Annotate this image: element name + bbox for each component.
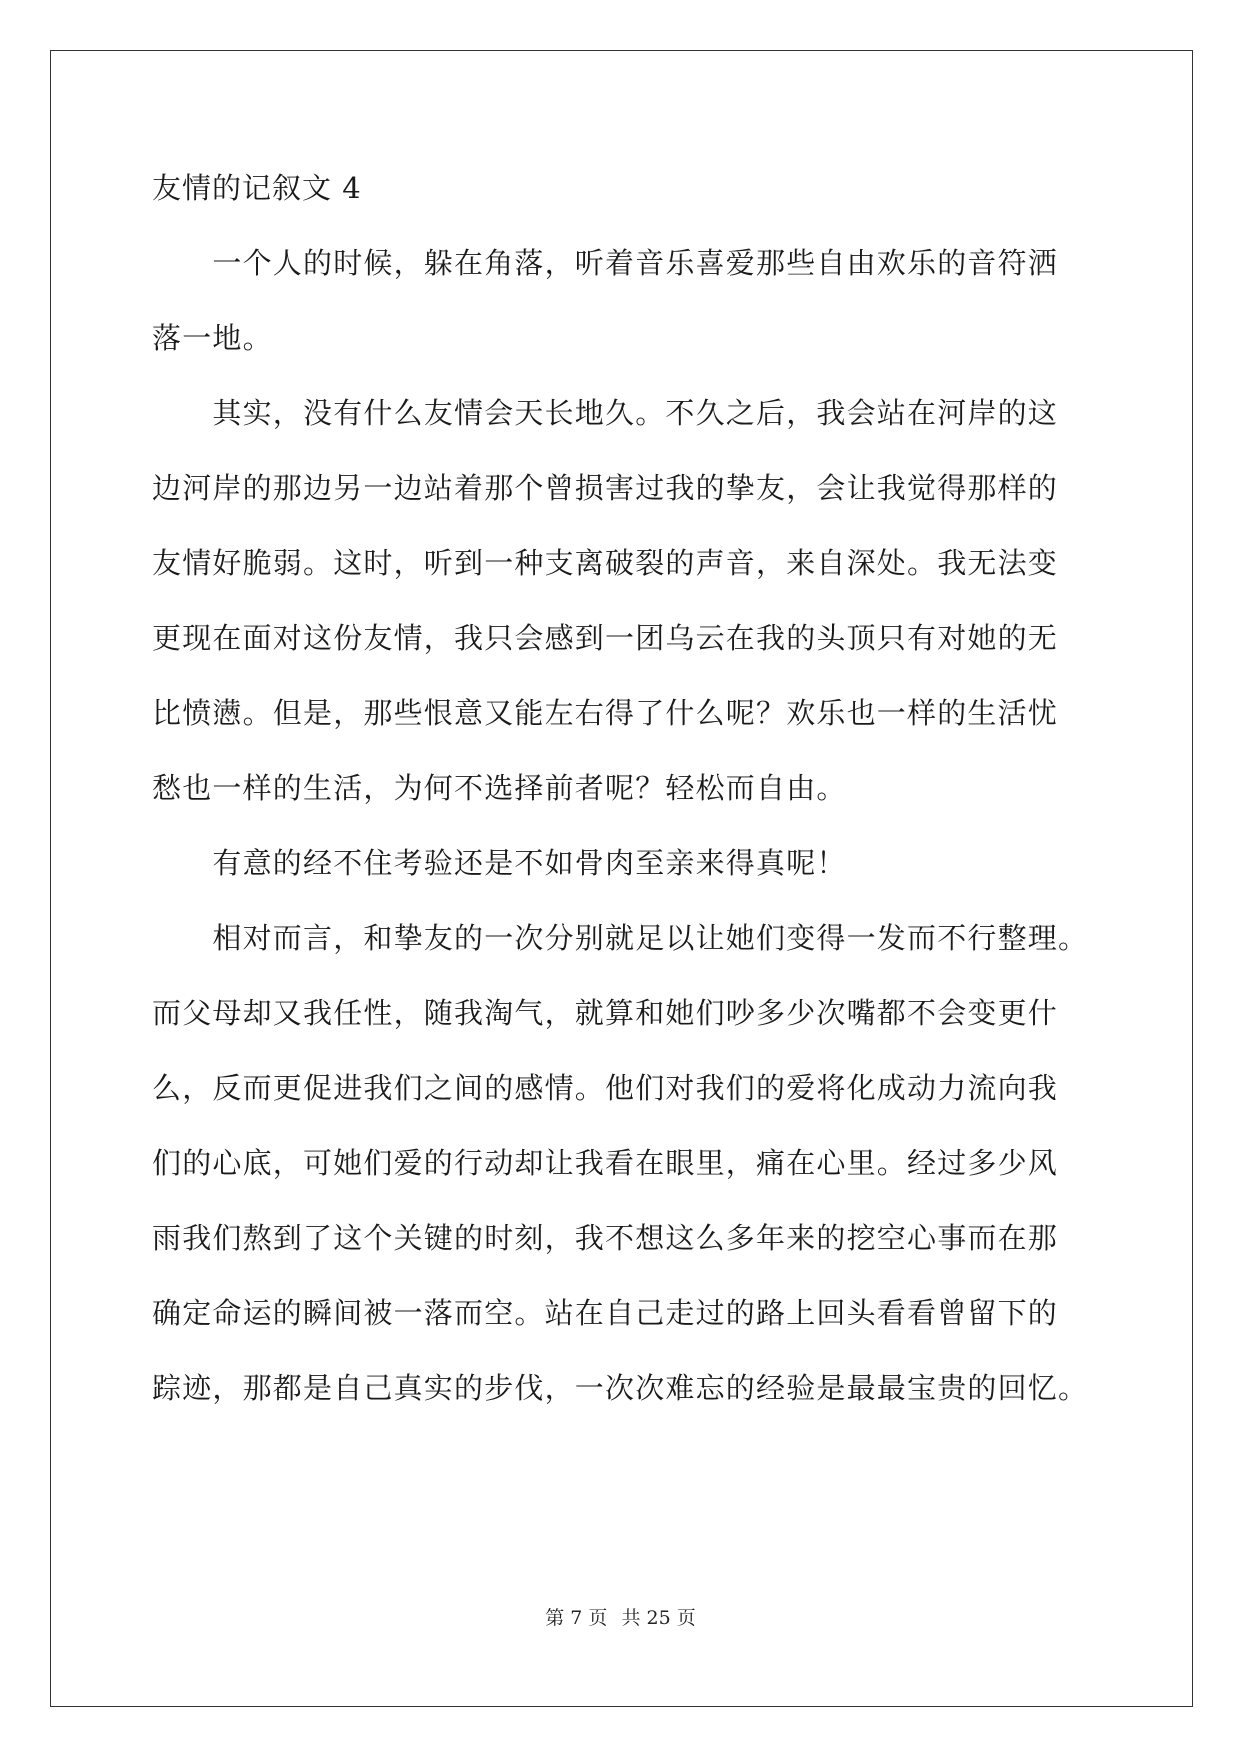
- page-total: 共 25 页: [621, 1607, 696, 1629]
- page-number: 第 7 页: [545, 1607, 608, 1629]
- text-line: 比愤懑。但是，那些恨意又能左右得了什么呢？欢乐也一样的生活忧: [152, 696, 1059, 730]
- text-line: 边河岸的那边另一边站着那个曾损害过我的挚友，会让我觉得那样的: [152, 471, 1059, 505]
- text-line: 而父母却又我任性，随我淘气，就算和她们吵多少次嘴都不会变更什: [152, 996, 1059, 1030]
- text-line: 踪迹，那都是自己真实的步伐，一次次难忘的经验是最最宝贵的回忆。: [152, 1371, 1089, 1405]
- text-line: 其实，没有什么友情会天长地久。不久之后，我会站在河岸的这: [152, 396, 1059, 430]
- text-line: 么，反而更促进我们之间的感情。他们对我们的爱将化成动力流向我: [152, 1071, 1059, 1105]
- text-line: 一个人的时候，躲在角落，听着音乐喜爱那些自由欢乐的音符洒: [152, 246, 1059, 280]
- text-line: 雨我们熬到了这个关键的时刻，我不想这么多年来的挖空心事而在那: [152, 1221, 1059, 1255]
- text-line: 愁也一样的生活，为何不选择前者呢？轻松而自由。: [152, 771, 847, 805]
- text-line: 有意的经不住考验还是不如骨肉至亲来得真呢！: [152, 846, 847, 880]
- document-body: [152, 162, 1092, 1437]
- text-line: 落一地。: [152, 321, 273, 355]
- text-line: 确定命运的瞬间被一落而空。站在自己走过的路上回头看看曾留下的: [152, 1296, 1059, 1330]
- text-line: 友情好脆弱。这时，听到一种支离破裂的声音，来自深处。我无法变: [152, 546, 1059, 580]
- text-line: 更现在面对这份友情，我只会感到一团乌云在我的头顶只有对她的无: [152, 621, 1059, 655]
- text-line: 相对而言，和挚友的一次分别就足以让她们变得一发而不行整理。: [152, 921, 1089, 955]
- page-footer: [0, 1603, 1241, 1630]
- text-line: 们的心底，可她们爱的行动却让我看在眼里，痛在心里。经过多少风: [152, 1146, 1059, 1180]
- document-title: 友情的记叙文 4: [152, 171, 362, 205]
